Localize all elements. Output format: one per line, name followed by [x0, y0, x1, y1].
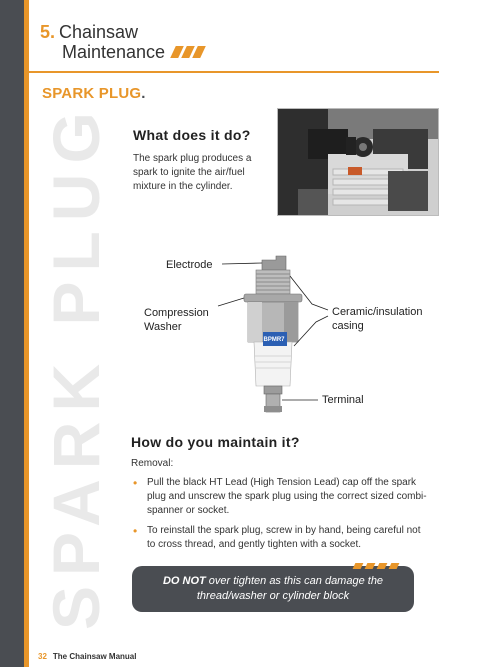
engine-photo — [277, 108, 439, 216]
terminal-label: Terminal — [322, 394, 364, 406]
chapter-title-line2: Maintenance — [62, 42, 166, 62]
stripes-decoration-icon — [173, 46, 203, 58]
chapter-title-line1: Chainsaw — [59, 22, 139, 42]
footer-title: The Chainsaw Manual — [52, 652, 137, 661]
removal-subheading: Removal: — [131, 458, 174, 469]
what-does-it-do-body: The spark plug produces a spark to ignite the air/fuel mixture in the cylinder. — [133, 153, 252, 192]
how-to-maintain-heading: How do you maintain it? — [131, 434, 300, 450]
warning-stripes-icon — [354, 563, 398, 569]
page-number: 32 — [38, 652, 47, 661]
warning-callout — [132, 566, 414, 612]
maintenance-steps-list — [131, 476, 431, 558]
page-footer — [38, 652, 136, 661]
chapter-number: 5. — [40, 22, 56, 42]
plug-marking-label: BPMR7 — [263, 337, 285, 343]
spark-plug-illustration — [140, 250, 460, 430]
header-divider — [29, 71, 439, 73]
list-item: • Pull the black HT Lead (High Tension Lead) cap off the spark plug and unscrew the spark plug using the correct sized combi-spanner or socket. — [131, 476, 431, 518]
engine-photo-illustration — [278, 109, 439, 216]
left-sidebar-bar — [0, 0, 24, 667]
warning-emphasis: DO NOT — [162, 575, 206, 587]
what-does-it-do-heading: What does it do? — [133, 127, 251, 143]
section-title: SPARK PLUG. — [42, 85, 146, 102]
spark-plug-watermark: SPARK PLUG — [39, 102, 113, 630]
spark-plug-diagram — [140, 250, 460, 430]
list-item: • To reinstall the spark plug, screw in by hand, being careful not to cross thread, and gently tighten with a socket. — [131, 524, 431, 552]
left-sidebar-accent — [24, 0, 29, 667]
chapter-heading — [40, 22, 203, 62]
warning-text: DO NOT over tighten as this can damage the thread/washer or cylinder block — [162, 575, 384, 602]
compression-washer-label: Compression Washer — [144, 307, 209, 333]
electrode-label: Electrode — [166, 259, 213, 271]
ceramic-casing-label: Ceramic/insulation casing — [332, 306, 423, 332]
